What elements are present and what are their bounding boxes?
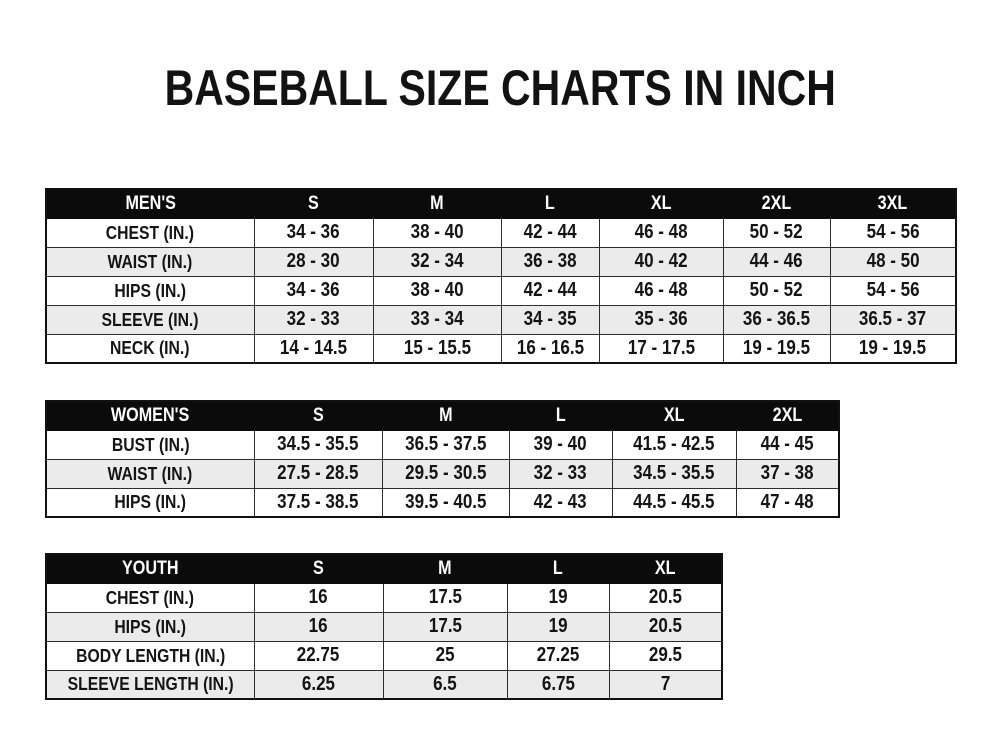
header-cell-text: YOUTH: [121, 557, 179, 579]
measurement-value-cell: [612, 459, 736, 488]
cell-text: 39.5 - 40.5: [404, 490, 487, 513]
cell-text: 40 - 42: [634, 250, 688, 272]
measurement-value-cell: [599, 334, 723, 363]
size-column-header: [254, 554, 383, 583]
measurement-label-cell: [46, 583, 254, 612]
measurement-label-cell: [46, 612, 254, 641]
cell-text: SLEEVE LENGTH (IN.): [67, 673, 234, 695]
measurement-label-cell: [46, 247, 254, 276]
cell-text: 25: [435, 644, 455, 666]
measurement-value-cell: [373, 276, 501, 305]
measurement-value-cell: [254, 276, 373, 305]
measurement-value-cell: [509, 459, 612, 488]
cell-text: 19: [548, 586, 568, 608]
table-row: [46, 334, 956, 363]
cell-text: 32 - 34: [410, 250, 464, 272]
measurement-value-cell: [501, 334, 599, 363]
measurement-value-cell: [501, 247, 599, 276]
page-title-text: BASEBALL SIZE CHARTS IN INCH: [164, 60, 836, 116]
measurement-value-cell: [254, 459, 382, 488]
size-column-header: [254, 401, 382, 430]
cell-text: 38 - 40: [410, 279, 464, 301]
measurement-value-cell: [830, 305, 956, 334]
measurement-value-cell: [254, 488, 382, 517]
cell-text: 37 - 38: [760, 462, 814, 484]
cell-text: 6.5: [433, 672, 457, 695]
measurement-value-cell: [507, 641, 609, 670]
table-title-cell: [46, 554, 254, 583]
cell-text: 47 - 48: [760, 490, 814, 513]
measurement-value-cell: [254, 583, 383, 612]
table-row: [46, 430, 839, 459]
header-cell-text: L: [545, 192, 555, 214]
cell-text: 36 - 38: [523, 250, 577, 272]
size-column-header: [599, 189, 723, 218]
size-column-header: [373, 189, 501, 218]
cell-text: 42 - 44: [523, 279, 577, 301]
measurement-value-cell: [723, 334, 830, 363]
mens-size-table: [45, 188, 957, 364]
measurement-value-cell: [509, 430, 612, 459]
measurement-value-cell: [382, 488, 509, 517]
header-cell-text: L: [555, 404, 566, 426]
measurement-value-cell: [723, 218, 830, 247]
cell-text: 50 - 52: [750, 221, 803, 243]
measurement-value-cell: [501, 305, 599, 334]
measurement-value-cell: [254, 670, 383, 699]
measurement-value-cell: [254, 218, 373, 247]
measurement-value-cell: [830, 334, 956, 363]
measurement-label-cell: [46, 305, 254, 334]
cell-text: 39 - 40: [534, 433, 587, 455]
page-title: [0, 60, 1000, 116]
size-column-header: [736, 401, 839, 430]
cell-text: 37.5 - 38.5: [277, 490, 359, 513]
cell-text: 6.25: [301, 672, 336, 695]
header-cell-text: M: [430, 192, 444, 214]
size-column-header: [609, 554, 722, 583]
table-title-cell: [46, 189, 254, 218]
measurement-value-cell: [612, 488, 736, 517]
measurement-value-cell: [599, 305, 723, 334]
table-row: [46, 247, 956, 276]
measurement-label-cell: [46, 641, 254, 670]
cell-text: 19 - 19.5: [859, 336, 927, 359]
cell-text: 32 - 33: [287, 308, 340, 330]
cell-text: WAIST (IN.): [107, 250, 193, 272]
cell-text: 28 - 30: [287, 250, 340, 272]
header-cell-text: S: [308, 192, 319, 214]
youth-size-table: [45, 553, 723, 700]
size-column-header: [501, 189, 599, 218]
table-row: [46, 612, 722, 641]
table-row: [46, 641, 722, 670]
table-header-row: [46, 401, 839, 430]
cell-text: CHEST (IN.): [106, 586, 195, 608]
table-row: [46, 459, 839, 488]
measurement-value-cell: [509, 488, 612, 517]
cell-text: CHEST (IN.): [106, 221, 195, 243]
cell-text: 20.5: [648, 586, 682, 608]
cell-text: 36 - 36.5: [742, 308, 811, 330]
cell-text: 17.5: [428, 615, 462, 637]
cell-text: 19: [548, 615, 568, 637]
cell-text: 34.5 - 35.5: [633, 462, 715, 484]
measurement-value-cell: [507, 583, 609, 612]
cell-text: 19 - 19.5: [742, 336, 811, 359]
table-header-row: [46, 189, 956, 218]
header-cell-text: 2XL: [761, 192, 792, 214]
measurement-value-cell: [373, 334, 501, 363]
cell-text: 38 - 40: [410, 221, 464, 243]
measurement-value-cell: [501, 218, 599, 247]
size-column-header: [254, 189, 373, 218]
cell-text: 46 - 48: [634, 221, 688, 243]
cell-text: 17.5: [428, 586, 462, 608]
table-row: [46, 670, 722, 699]
size-column-header: [383, 554, 507, 583]
measurement-label-cell: [46, 670, 254, 699]
measurement-label-cell: [46, 459, 254, 488]
cell-text: HIPS (IN.): [114, 279, 187, 301]
header-cell-text: L: [553, 557, 563, 579]
measurement-value-cell: [609, 612, 722, 641]
table-row: [46, 218, 956, 247]
cell-text: 44 - 46: [750, 250, 803, 272]
cell-text: 36.5 - 37: [859, 308, 927, 330]
cell-text: 6.75: [541, 672, 575, 695]
measurement-value-cell: [723, 276, 830, 305]
measurement-value-cell: [383, 612, 507, 641]
size-column-header: [507, 554, 609, 583]
measurement-value-cell: [830, 218, 956, 247]
measurement-label-cell: [46, 488, 254, 517]
cell-text: 34 - 36: [287, 279, 340, 301]
cell-text: 15 - 15.5: [403, 336, 471, 359]
cell-text: SLEEVE (IN.): [101, 308, 199, 330]
size-column-header: [830, 189, 956, 218]
cell-text: 41.5 - 42.5: [633, 433, 715, 455]
size-column-header: [382, 401, 509, 430]
measurement-value-cell: [599, 247, 723, 276]
measurement-value-cell: [736, 459, 839, 488]
cell-text: 16 - 16.5: [516, 336, 584, 359]
measurement-value-cell: [373, 247, 501, 276]
cell-text: 27.5 - 28.5: [277, 462, 359, 484]
measurement-value-cell: [383, 670, 507, 699]
cell-text: 54 - 56: [866, 279, 920, 301]
size-column-header: [509, 401, 612, 430]
table-row: [46, 488, 839, 517]
measurement-value-cell: [609, 583, 722, 612]
measurement-label-cell: [46, 276, 254, 305]
measurement-value-cell: [254, 247, 373, 276]
cell-text: 54 - 56: [866, 221, 920, 243]
cell-text: NECK (IN.): [110, 337, 191, 359]
measurement-value-cell: [501, 276, 599, 305]
cell-text: 35 - 36: [634, 308, 688, 330]
cell-text: BUST (IN.): [111, 433, 190, 455]
measurement-value-cell: [599, 218, 723, 247]
header-cell-text: M: [438, 404, 453, 426]
cell-text: 36.5 - 37.5: [404, 433, 487, 455]
measurement-value-cell: [383, 641, 507, 670]
measurement-value-cell: [254, 612, 383, 641]
cell-text: 33 - 34: [410, 308, 464, 330]
measurement-value-cell: [723, 305, 830, 334]
header-cell-text: S: [313, 557, 324, 579]
table-row: [46, 305, 956, 334]
measurement-value-cell: [254, 334, 373, 363]
measurement-value-cell: [736, 488, 839, 517]
measurement-value-cell: [383, 583, 507, 612]
header-cell-text: M: [438, 557, 452, 579]
measurement-label-cell: [46, 334, 254, 363]
cell-text: WAIST (IN.): [107, 462, 193, 484]
table-header-row: [46, 554, 722, 583]
measurement-value-cell: [382, 459, 509, 488]
measurement-value-cell: [254, 305, 373, 334]
table-row: [46, 583, 722, 612]
measurement-value-cell: [609, 670, 722, 699]
cell-text: 7: [660, 672, 670, 695]
header-cell-text: S: [312, 404, 324, 426]
measurement-value-cell: [830, 247, 956, 276]
cell-text: 22.75: [297, 644, 340, 666]
header-cell-text: 2XL: [772, 404, 803, 426]
cell-text: 50 - 52: [750, 279, 803, 301]
measurement-value-cell: [612, 430, 736, 459]
header-cell-text: WOMEN'S: [111, 404, 190, 426]
size-column-header: [723, 189, 830, 218]
cell-text: 27.25: [536, 644, 580, 666]
cell-text: 44 - 45: [760, 433, 814, 455]
measurement-value-cell: [609, 641, 722, 670]
cell-text: 16: [309, 615, 328, 637]
cell-text: 48 - 50: [866, 250, 920, 272]
measurement-value-cell: [723, 247, 830, 276]
measurement-value-cell: [599, 276, 723, 305]
header-cell-text: MEN'S: [124, 192, 176, 214]
cell-text: 34 - 35: [523, 308, 577, 330]
measurement-value-cell: [736, 430, 839, 459]
cell-text: 20.5: [648, 615, 682, 637]
measurement-value-cell: [507, 670, 609, 699]
cell-text: 32 - 33: [534, 462, 587, 484]
cell-text: 46 - 48: [634, 279, 688, 301]
measurement-label-cell: [46, 430, 254, 459]
cell-text: 44.5 - 45.5: [633, 490, 715, 513]
measurement-value-cell: [254, 641, 383, 670]
cell-text: 42 - 43: [534, 490, 587, 513]
cell-text: 34.5 - 35.5: [277, 433, 359, 455]
header-cell-text: 3XL: [877, 192, 908, 214]
measurement-value-cell: [507, 612, 609, 641]
measurement-value-cell: [373, 218, 501, 247]
cell-text: HIPS (IN.): [114, 491, 187, 513]
header-cell-text: XL: [663, 404, 685, 426]
measurement-value-cell: [382, 430, 509, 459]
measurement-value-cell: [830, 276, 956, 305]
table-row: [46, 276, 956, 305]
table-title-cell: [46, 401, 254, 430]
cell-text: HIPS (IN.): [114, 615, 187, 637]
cell-text: 29.5 - 30.5: [404, 462, 487, 484]
cell-text: 42 - 44: [523, 221, 577, 243]
cell-text: 29.5: [648, 644, 682, 666]
cell-text: 34 - 36: [287, 221, 340, 243]
size-column-header: [612, 401, 736, 430]
womens-size-table: [45, 400, 840, 518]
header-cell-text: XL: [650, 192, 672, 214]
cell-text: BODY LENGTH (IN.): [75, 644, 225, 666]
measurement-value-cell: [254, 430, 382, 459]
cell-text: 16: [309, 586, 328, 608]
measurement-label-cell: [46, 218, 254, 247]
cell-text: 14 - 14.5: [279, 336, 348, 359]
measurement-value-cell: [373, 305, 501, 334]
header-cell-text: XL: [654, 557, 676, 579]
cell-text: 17 - 17.5: [627, 336, 695, 359]
